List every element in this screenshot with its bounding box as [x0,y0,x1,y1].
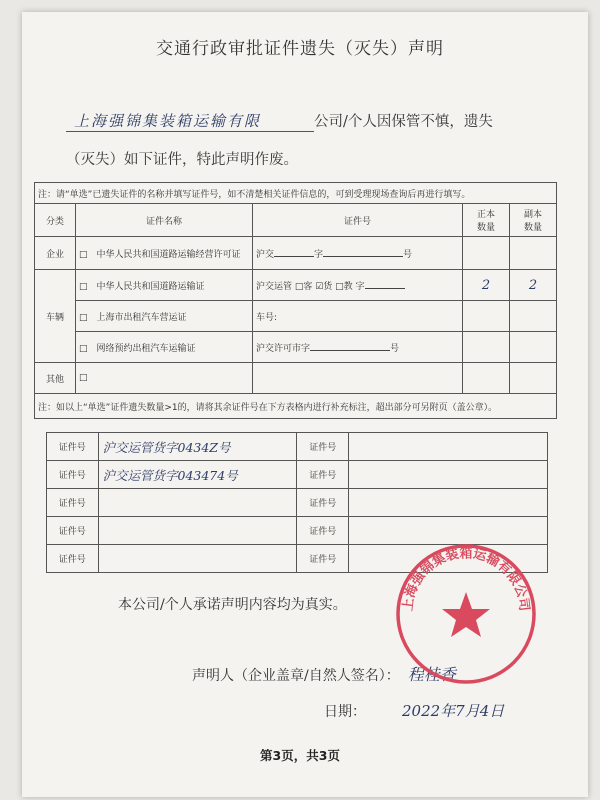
vehicle-cert-name-3: □ 网络预约出租汽车运输证 [76,332,253,363]
cert-label: 证件号 [297,461,349,489]
cert-label: 证件号 [47,517,99,545]
date-label: 日期： [324,704,366,720]
promise-text: 本公司/个人承诺声明内容均为真实。 [118,597,347,613]
table-row [47,461,548,489]
header-name: 证件名称 [76,204,253,237]
header-category: 分类 [35,204,76,237]
category-enterprise: 企业 [35,237,76,270]
page-indicator: 第3页，共3页 [260,748,340,763]
date-value: 2022年7月4日 [402,702,505,720]
enterprise-num-suffix: 号 [403,249,413,260]
company-seal [392,540,540,688]
table-note-2: 注：如以上“单选”证件遗失数量>1的，请将其余证件号在下方表格内进行补充标注，超出部分可另附页（盖公章）。 [35,394,557,419]
statement-line-1-suffix: 公司/个人因保管不慎，遗失 [314,114,493,130]
table-row [47,489,548,517]
seal-text: 上海强锦集装箱运输有限公司 [400,546,532,612]
cert-value: 沪交运管货字0434Z号 [98,433,297,461]
cert-value [348,489,547,517]
cert-label: 证件号 [297,545,349,573]
enterprise-cert-name: □ 中华人民共和国道路运输经营许可证 [76,237,253,270]
page-title: 交通行政审批证件遗失（灭失）声明 [156,39,444,59]
vehicle-cert-name-2: □ 上海市出租汽车营运证 [76,301,253,332]
date-line [324,700,504,721]
enterprise-num-mid: 字 [314,249,324,260]
cert-label: 证件号 [47,461,99,489]
header-copy: 副本 数量 [510,204,557,237]
vehicle-original-count: 2 [463,270,510,301]
cert-label: 证件号 [47,433,99,461]
cert-value [98,517,297,545]
other-cert-name: □ [76,363,253,394]
cert-label: 证件号 [47,489,99,517]
company-name-handwritten: 上海强锦集装箱运输有限 [66,110,314,132]
cert-value [98,489,297,517]
enterprise-cert-number [253,237,463,270]
table-note: 注：请“单选”已遗失证件的名称并填写证件号，如不清楚相关证件信息的，可到受理现场查询后再进行填写。 [35,183,557,204]
header-number: 证件号 [253,204,463,237]
cert-value [98,545,297,573]
enterprise-num-prefix: 沪交 [256,249,275,260]
cert-label: 证件号 [297,433,349,461]
vehicle-cert-number-2: 车号: [253,301,463,332]
vehicle-cert-name-1: □ 中华人民共和国道路运输证 [76,270,253,301]
statement-line-1 [66,110,493,132]
certificate-table [34,182,557,419]
category-other: 其他 [35,363,76,394]
cert-label: 证件号 [297,517,349,545]
vehicle-cert-number-3: 沪交许可市字 号 [253,332,463,363]
category-vehicle: 车辆 [35,270,76,363]
cert-value: 沪交运管货字043474号 [98,461,297,489]
vehicle-cert-number-1: 沪交运管 □客 ☑货 □教 字 [253,270,463,301]
seal-star-icon [442,592,490,637]
table-row [47,433,548,461]
cert-value [348,461,547,489]
statement-line-2: （灭失）如下证件，特此声明作废。 [66,152,298,168]
header-original: 正本 数量 [463,204,510,237]
cert-label: 证件号 [47,545,99,573]
declarant-label: 声明人（企业盖章/自然人签名）： [192,668,400,684]
vehicle-copy-count: 2 [510,270,557,301]
cert-label: 证件号 [297,489,349,517]
cert-value [348,433,547,461]
declarant-signature: 程桂香 [407,665,456,684]
